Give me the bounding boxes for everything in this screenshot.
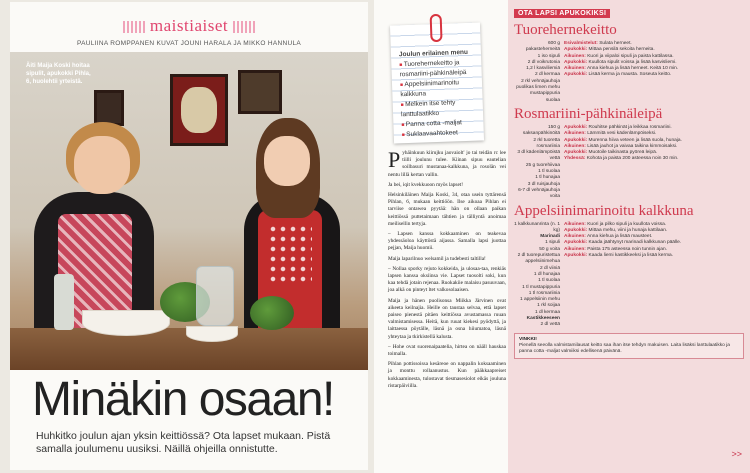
section-label: maistiaiset	[149, 16, 229, 35]
step: Aikuinen: Lisää jauhot ja vaivaa taikina kimmoisaksi.	[564, 143, 678, 149]
stripes-decoration	[123, 21, 145, 33]
ingredient: 1 dl kermaa	[534, 309, 560, 315]
ingredient-list	[514, 125, 564, 201]
ingredient-subheading: Marinadi	[540, 234, 560, 240]
step: Aikuinen: Paista 175 asteessa noin tunnin ajan.	[564, 246, 667, 252]
step-list	[564, 125, 744, 201]
step: Apukokki: Lisää kerma ja mausta. Soseuta keitto.	[564, 72, 672, 78]
step: Apukokki: Rouhitse pähkinät ja leikkaa rosmariini.	[564, 124, 672, 130]
ingredient: 1 sipuli	[545, 240, 560, 246]
ingredient: 1 iso sipuli	[537, 53, 560, 59]
step: Aikuinen: Kuori ja pilko sipuli ja kuullota voissa.	[564, 221, 667, 227]
step: Apukokki: Mittaa pensilä sekoita herneita.	[564, 47, 655, 53]
ingredient: puolikas limen mehu	[516, 85, 560, 91]
menu-list	[399, 58, 478, 141]
recipes-column	[508, 0, 750, 473]
menu-item: ■ Tuorehernekeitto ja rosmariini-pähkinäleipä	[399, 58, 476, 81]
ingredient: 2 rkl vehnäjauhoja	[521, 78, 560, 84]
byline: PAULIINA ROMPPANEN KUVAT JOUNI HARALA JA MIKKO HANNULA	[76, 40, 301, 47]
article-paragraph: Helsinkiläinen Maija Koski, 34, otaa usein tyttärensä Pihlan, 6, mukaan keittiöön. Ilse aikoaa Pihlan ei tarviise ontawea pyytää: hän on ollaan paikan keittiössä puttetaimaan tähtien ja tälliyntä anoimaa meilisellin tertyja.	[388, 192, 506, 227]
ingredient: 2 rkl tuoretta rosmariinia	[533, 137, 560, 149]
ingredient: 1 kalkkunanrinta (n. 1 kg)	[514, 221, 560, 233]
step: Esivalmistelut: Sulata herneet.	[564, 41, 632, 46]
ingredient: suolaa	[545, 97, 560, 103]
ingredient: 1 tl suolaa	[538, 278, 560, 284]
article-paragraph: Pyhäinkuun kiirujku jaovaiolt' jo tai teidän rc lee tiilli joulunu tulee. Kiinan sipuu eautelian soilbasuri mustanaa-kalkkuna, ja rosolän vei nentu lillä kertan vallin.	[388, 147, 506, 178]
ingredient: 6-7 dl vehnäjauhoja	[518, 187, 560, 193]
article-paragraph: Pihlan pottissoissa kesäreoe on nappalin koksaaminen ja monttu rollaanustus. Kun pääkkaapreiset kokkaaminesta, tulostavat tiesmasesiolot eikäs jouluna ristarpäiviilla.	[388, 361, 506, 389]
ingredient: 25 g tuorehiivaa	[525, 162, 560, 168]
step: Apukokki: Murenna hiiva veteen ja lisää suola, hunaja.	[564, 137, 682, 143]
article-paragraph: Ja bei, iqit kvekkuoon myös lapset!	[388, 181, 464, 188]
bowl	[82, 310, 170, 336]
step: Aikuinen: Anna kiehua ja lisää herneet. Keitä 10 min.	[564, 66, 679, 72]
ingredient: 2 dl tuorepuristettua appelsiinimehua	[517, 253, 560, 265]
article-paragraph: Maija ja hänen puolisonsa Miikka Järvinen ovat aikeeta keilnajia. Heille on taustaa selvaa, että lapset paiseo pienestä pitäen keittiössa avustamassa ruuan valmistamisessa. Heitä, kun ruuat kiekesi pyödyttä, ja laittaessa pöytälle, läsnä ja osna hiiumatoa, läsnä yhteytaa ja tkirkistellä kalusta.	[388, 297, 506, 340]
right-page	[374, 0, 750, 473]
article-paragraph: Maija laparilnuo welsamil ja tudebesti taltilla!	[388, 255, 486, 262]
ingredient: voita	[549, 194, 560, 200]
step: Aikuinen: Kuori ja viipaloi sipuli ja paista kattilassa.	[564, 53, 674, 59]
photo-caption: Äiti Maija Koski hoitaa sipulit, apukokki Pihla, 6, huolehtii yrteistä.	[26, 63, 91, 85]
recipe	[514, 41, 744, 104]
kitchen-photo	[10, 52, 368, 370]
headline: Minäkin osaan!	[32, 373, 334, 426]
next-page-arrows-icon: >>	[731, 449, 742, 459]
recipe-title: Appelsiinimarinoitu kalkkuna	[514, 202, 694, 219]
article-paragraph: – Lapsen kanssa kokkaaminen on teakevaa yhdessäoloa käyttöstä aijassa. Samalla lapsi juottaa pejjan, Maija huomii.	[388, 231, 506, 252]
ingredient: 1,2 l kasviliemiä	[526, 66, 560, 72]
ingredient: 1 appelsiinin mehu	[519, 297, 560, 303]
dropcap: P	[388, 147, 401, 172]
ingredient: 2 dl viiniä	[540, 265, 560, 271]
step: Apukokki: Kaada jäähtynyt marinadi kalkkunan päälle.	[564, 240, 682, 246]
article-body	[388, 147, 506, 393]
tip-title: VINKKI!	[519, 336, 537, 342]
step-list	[564, 222, 744, 329]
ingredient: 3 dl ruisjauhoja	[527, 181, 560, 187]
peas-bowl	[250, 296, 294, 330]
ingredient: 1 rkl soijaa	[537, 303, 560, 309]
step: Aikuinen: Anna kiehua ja lisää mausteet.	[564, 234, 653, 240]
menu-note	[390, 22, 484, 143]
menu-item: ■ Appelsiinimarinoitu kalkkuna	[400, 78, 477, 101]
ingredient: 2 dl kermaa	[534, 72, 560, 78]
wall-picture	[238, 70, 282, 114]
ingredient-subheading: Kastikkeeseen	[526, 315, 560, 321]
ingredient: 600 g pakasteherneitä	[525, 41, 560, 53]
ingredient: 50 g voita	[539, 246, 560, 252]
ingredient: 1 tl mustapippuria	[522, 284, 560, 290]
ingredient: 2 dl voikrutonia	[527, 59, 560, 65]
ingredient: 1 tl rosmariinia	[528, 290, 560, 296]
bowl	[186, 326, 238, 342]
ingredient: 150 g saksanpähkinöitä	[522, 124, 560, 137]
wall-picture	[94, 90, 124, 126]
menu-item: ■ Melkein itse tehty lanttulaatikko	[401, 98, 478, 121]
ingredient-list	[514, 41, 564, 104]
tip-box	[514, 333, 744, 360]
ingredient: 1 tl hunajaa	[535, 175, 560, 181]
bottle	[54, 274, 74, 330]
recipe	[514, 125, 744, 201]
section-header	[10, 16, 368, 47]
ingredient: 1 tl suolaa	[538, 169, 560, 175]
glass-jug	[196, 266, 234, 326]
step-list	[564, 41, 744, 104]
ingredient: 2 dl vettä	[540, 322, 560, 328]
step: Apukokki: Mittaa mehu, viini ja hunaja kattilaan.	[564, 227, 668, 233]
recipe	[514, 222, 744, 329]
tip-text: Pienellä seeolla valmistamilausat keitto saa ihan itse tehdyn makuisen. Laita lisäksi lanttulaatikko ja panna cotta -maljat valmiiksi edellisenä päivänä.	[519, 342, 730, 355]
ingredient: 1 dl hunajaa	[533, 271, 560, 277]
step: Apukokki: Muotoile taikinasta pyöreä leipä.	[564, 150, 658, 156]
step: Apukokki: Kuullota sipulit voissa ja lisää kasvisliemi.	[564, 59, 677, 65]
stripes-decoration	[233, 21, 255, 33]
menu-item: ■ Panna cotta -maljat	[401, 118, 477, 131]
ingredient: 3 dl kädenlämpöistä vettä	[517, 150, 560, 162]
ingredient: mustapippuria	[529, 91, 560, 97]
menu-note-title: Joulun erilainen menu	[398, 48, 469, 59]
article-paragraph: – Hohe ovat suorenaipaatelia, hirtea on nääll hauskaa toimalla.	[388, 343, 506, 358]
wall-picture	[170, 74, 228, 146]
lede: Huhkitko joulun ajan yksin keittiössä? Ota lapset mukaan. Pistä samalla joulumenu uusiksi. Näillä ohjeilla onnistutte.	[36, 430, 331, 455]
ingredient-list	[514, 222, 564, 329]
article-paragraph: – Nollaa sporky rejuto kokkeida, ja ulosaa-taa, renkiäs lapsen kanssa oksiinsa vie. Lapset tuosolti soki, kun kaa tehdä jotain rejenaa. Ruokakiie malaisu pasuuvaan, joa alkä on pinteyt ltet valkosolaaisen.	[388, 265, 506, 294]
section-tag: OTA LAPSI APUKOKIKSI	[514, 9, 610, 18]
step: Aikuinen: Lämmitä vesi kädenlämpöiseksi.	[564, 131, 657, 137]
menu-item: ■ Suklaavaahtokeet	[402, 128, 478, 141]
section-title	[10, 16, 368, 36]
left-page	[10, 2, 368, 470]
step: Yhdessä: Kohota ja paista 200 asteessa noin 30 min.	[564, 156, 679, 162]
recipe-title: Rosmariini-pähkinäleipä	[514, 105, 663, 122]
step: Apukokki: Kaada liemi kastikkeeksi ja lisää kerma.	[564, 253, 674, 259]
paperclip-icon	[430, 14, 443, 42]
recipe-title: Tuorehernekeitto	[514, 22, 617, 38]
